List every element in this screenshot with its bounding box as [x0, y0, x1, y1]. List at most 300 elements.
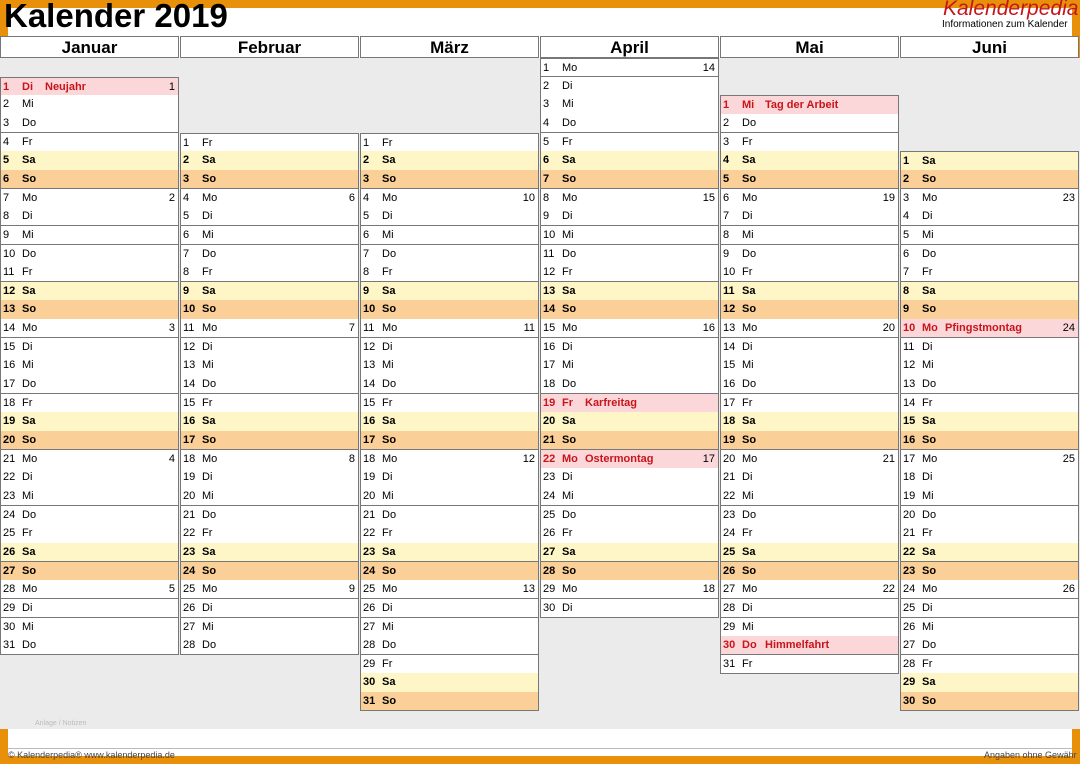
- day-row[interactable]: [360, 618, 539, 637]
- day-row[interactable]: [0, 95, 179, 114]
- day-row[interactable]: [900, 245, 1079, 264]
- day-row[interactable]: [180, 300, 359, 319]
- day-number: 25: [363, 583, 376, 596]
- weekday-label: Mi: [742, 359, 754, 372]
- day-row[interactable]: [360, 450, 539, 469]
- week-number: 19: [882, 191, 895, 204]
- week-number: 3: [168, 322, 175, 335]
- day-row[interactable]: [360, 412, 539, 431]
- day-row[interactable]: [720, 245, 899, 264]
- day-row[interactable]: [540, 282, 719, 301]
- day-number: 19: [903, 489, 916, 502]
- day-row[interactable]: [360, 319, 539, 338]
- day-row[interactable]: [900, 636, 1079, 655]
- day-row[interactable]: [180, 170, 359, 189]
- week-number: 12: [522, 452, 535, 465]
- day-row[interactable]: [540, 356, 719, 375]
- day-row[interactable]: [720, 151, 899, 170]
- day-row[interactable]: [0, 431, 179, 450]
- day-number: 3: [363, 172, 370, 185]
- weekday-label: So: [382, 434, 397, 446]
- day-number: 7: [723, 210, 730, 223]
- day-row[interactable]: [540, 95, 719, 114]
- day-row[interactable]: [900, 412, 1079, 431]
- day-row[interactable]: [180, 524, 359, 543]
- day-row[interactable]: [360, 375, 539, 394]
- day-row[interactable]: [0, 77, 179, 96]
- day-number: 19: [723, 434, 736, 446]
- day-row[interactable]: [720, 226, 899, 245]
- day-row[interactable]: [540, 431, 719, 450]
- day-row[interactable]: [360, 394, 539, 413]
- day-number: 22: [363, 527, 376, 540]
- day-row[interactable]: [180, 487, 359, 506]
- day-row[interactable]: [360, 599, 539, 618]
- day-number: 15: [363, 396, 376, 409]
- weekday-label: Sa: [742, 545, 756, 558]
- day-row[interactable]: [900, 282, 1079, 301]
- day-row[interactable]: [900, 151, 1079, 170]
- week-number: 25: [1062, 452, 1075, 465]
- day-number: 26: [183, 601, 196, 614]
- day-row[interactable]: [180, 263, 359, 282]
- day-number: 22: [903, 545, 916, 558]
- day-number: 15: [723, 359, 736, 372]
- day-row[interactable]: [540, 412, 719, 431]
- day-number: 11: [183, 322, 195, 335]
- day-row[interactable]: [540, 562, 719, 581]
- day-row[interactable]: [360, 636, 539, 655]
- day-row[interactable]: [0, 618, 179, 637]
- day-row[interactable]: [180, 562, 359, 581]
- day-row[interactable]: [900, 692, 1079, 711]
- day-row[interactable]: [540, 599, 719, 618]
- weekday-label: So: [382, 172, 397, 185]
- day-row[interactable]: [900, 599, 1079, 618]
- weekday-label: Mo: [922, 452, 938, 465]
- day-row[interactable]: [180, 618, 359, 637]
- day-number: 3: [723, 135, 730, 148]
- weekday-label: Do: [22, 378, 37, 391]
- day-row[interactable]: [360, 431, 539, 450]
- day-row[interactable]: [0, 636, 179, 655]
- day-row[interactable]: [540, 450, 719, 469]
- day-row[interactable]: [360, 655, 539, 674]
- day-row[interactable]: [180, 151, 359, 170]
- weekday-label: Fr: [742, 135, 753, 148]
- day-row[interactable]: [360, 468, 539, 487]
- day-number: 30: [543, 601, 556, 614]
- week-number: 8: [348, 452, 355, 465]
- day-row[interactable]: [0, 207, 179, 226]
- day-row[interactable]: [720, 431, 899, 450]
- day-row[interactable]: [720, 356, 899, 375]
- day-row[interactable]: [720, 282, 899, 301]
- day-row[interactable]: [540, 77, 719, 96]
- weekday-label: Mo: [382, 191, 398, 204]
- day-row[interactable]: [720, 133, 899, 152]
- day-row[interactable]: [720, 394, 899, 413]
- week-number: 22: [882, 583, 895, 596]
- day-number: 29: [723, 620, 736, 633]
- day-row[interactable]: [900, 226, 1079, 245]
- week-number: 24: [1062, 322, 1075, 335]
- day-row[interactable]: [360, 170, 539, 189]
- day-row[interactable]: [900, 562, 1079, 581]
- day-row[interactable]: [720, 562, 899, 581]
- day-row[interactable]: [0, 263, 179, 282]
- day-row[interactable]: [180, 356, 359, 375]
- week-number: 20: [882, 322, 895, 335]
- weekday-label: Di: [742, 210, 753, 223]
- day-row[interactable]: [540, 170, 719, 189]
- day-row[interactable]: [900, 655, 1079, 674]
- day-row[interactable]: [900, 207, 1079, 226]
- day-row[interactable]: [0, 338, 179, 357]
- day-row[interactable]: [0, 356, 179, 375]
- day-row[interactable]: [180, 412, 359, 431]
- day-row[interactable]: [0, 151, 179, 170]
- day-row[interactable]: [360, 487, 539, 506]
- day-row[interactable]: [0, 412, 179, 431]
- weekday-label: Di: [202, 601, 213, 614]
- day-row[interactable]: [900, 263, 1079, 282]
- day-row[interactable]: [720, 300, 899, 319]
- day-row[interactable]: [720, 375, 899, 394]
- day-row[interactable]: [540, 506, 719, 525]
- weekday-label: Mi: [562, 359, 574, 372]
- day-row[interactable]: [720, 655, 899, 674]
- weekday-label: Mi: [22, 98, 34, 111]
- brand-logo: Kalenderpedia: [943, 0, 1079, 20]
- day-row[interactable]: [540, 245, 719, 264]
- weekday-label: Di: [202, 210, 213, 223]
- day-number: 15: [3, 340, 16, 353]
- day-row[interactable]: [540, 207, 719, 226]
- day-number: 6: [543, 154, 550, 167]
- day-row[interactable]: [540, 338, 719, 357]
- day-row[interactable]: [900, 543, 1079, 562]
- weekday-label: Do: [202, 247, 217, 260]
- day-row[interactable]: [720, 450, 899, 469]
- day-row[interactable]: [900, 300, 1079, 319]
- day-row[interactable]: [900, 506, 1079, 525]
- weekday-label: Fr: [922, 527, 933, 540]
- day-row[interactable]: [180, 450, 359, 469]
- day-row[interactable]: [180, 226, 359, 245]
- day-row[interactable]: [900, 431, 1079, 450]
- day-row[interactable]: [0, 524, 179, 543]
- day-number: 23: [723, 508, 736, 521]
- day-row[interactable]: [0, 543, 179, 562]
- day-row[interactable]: [180, 245, 359, 264]
- day-row[interactable]: [180, 319, 359, 338]
- weekday-label: Mi: [22, 620, 34, 633]
- day-row[interactable]: [0, 170, 179, 189]
- day-row[interactable]: [720, 170, 899, 189]
- day-row[interactable]: [360, 300, 539, 319]
- day-number: 6: [723, 191, 730, 204]
- day-row[interactable]: [180, 468, 359, 487]
- day-row[interactable]: [0, 300, 179, 319]
- day-row[interactable]: [180, 431, 359, 450]
- day-row[interactable]: [360, 207, 539, 226]
- day-row[interactable]: [0, 394, 179, 413]
- day-row[interactable]: [0, 506, 179, 525]
- day-row[interactable]: [0, 468, 179, 487]
- day-number: 1: [363, 136, 370, 149]
- day-row[interactable]: [0, 599, 179, 618]
- day-row[interactable]: [540, 263, 719, 282]
- weekday-label: Di: [22, 471, 33, 484]
- day-row[interactable]: [360, 580, 539, 599]
- week-number: 10: [522, 191, 535, 204]
- day-row[interactable]: [720, 599, 899, 618]
- weekday-label: Sa: [22, 284, 36, 297]
- day-row[interactable]: [900, 580, 1079, 599]
- day-number: 25: [183, 583, 196, 596]
- day-row[interactable]: [360, 356, 539, 375]
- day-row[interactable]: [0, 487, 179, 506]
- day-row[interactable]: [540, 300, 719, 319]
- day-row[interactable]: [900, 450, 1079, 469]
- day-row[interactable]: [720, 189, 899, 208]
- day-row[interactable]: [540, 226, 719, 245]
- week-number: 18: [702, 583, 715, 596]
- day-row[interactable]: [900, 618, 1079, 637]
- weekday-label: Mi: [382, 620, 394, 633]
- day-row[interactable]: [360, 263, 539, 282]
- day-number: 13: [3, 303, 16, 316]
- month-header: April: [540, 36, 719, 58]
- weekday-label: So: [742, 303, 757, 316]
- day-row[interactable]: [540, 375, 719, 394]
- day-row[interactable]: [180, 375, 359, 394]
- weekday-label: Mo: [22, 191, 38, 204]
- day-row[interactable]: [360, 338, 539, 357]
- day-row[interactable]: [720, 468, 899, 487]
- day-number: 29: [903, 676, 916, 689]
- weekday-label: Fr: [742, 396, 753, 409]
- day-row[interactable]: [720, 636, 899, 655]
- day-row[interactable]: [0, 226, 179, 245]
- day-row[interactable]: [0, 319, 179, 338]
- day-number: 9: [363, 284, 370, 297]
- day-row[interactable]: [540, 524, 719, 543]
- day-number: 7: [183, 247, 190, 260]
- day-row[interactable]: [720, 263, 899, 282]
- day-number: 31: [3, 639, 16, 652]
- day-row[interactable]: [180, 543, 359, 562]
- day-row[interactable]: [180, 189, 359, 208]
- day-row[interactable]: [720, 207, 899, 226]
- day-number: 20: [183, 489, 196, 502]
- weekday-label: Mi: [22, 489, 34, 502]
- day-row[interactable]: [900, 673, 1079, 692]
- day-row[interactable]: [360, 245, 539, 264]
- weekday-label: Sa: [202, 284, 216, 297]
- day-row[interactable]: [540, 151, 719, 170]
- day-row[interactable]: [540, 468, 719, 487]
- day-number: 13: [543, 284, 556, 297]
- day-row[interactable]: [540, 319, 719, 338]
- weekday-label: Do: [382, 378, 397, 391]
- weekday-label: Do: [742, 116, 757, 129]
- weekday-label: Fr: [742, 527, 753, 540]
- day-row[interactable]: [360, 524, 539, 543]
- month-column: [720, 58, 900, 729]
- calendar-sheet: [3, 0, 1079, 760]
- weekday-label: So: [202, 172, 217, 185]
- weekday-label: Fr: [562, 266, 573, 279]
- day-row[interactable]: [360, 151, 539, 170]
- weekday-label: Mi: [742, 228, 754, 241]
- weekday-label: Sa: [382, 545, 396, 558]
- day-row[interactable]: [180, 133, 359, 152]
- day-number: 31: [363, 695, 376, 708]
- day-row[interactable]: [0, 133, 179, 152]
- weekday-label: So: [922, 303, 937, 316]
- weekday-label: Fr: [562, 527, 573, 540]
- weekday-label: Sa: [742, 154, 756, 167]
- day-number: 21: [3, 452, 16, 465]
- day-number: 22: [723, 489, 736, 502]
- weekday-label: Mi: [382, 228, 394, 241]
- day-row[interactable]: [540, 580, 719, 599]
- day-row[interactable]: [360, 543, 539, 562]
- weekday-label: Do: [382, 247, 397, 260]
- day-row[interactable]: [0, 580, 179, 599]
- day-row[interactable]: [180, 636, 359, 655]
- day-number: 10: [543, 228, 556, 241]
- weekday-label: Do: [562, 508, 577, 521]
- day-number: 6: [3, 172, 10, 185]
- weekday-label: Sa: [742, 284, 756, 297]
- weekday-label: Di: [22, 601, 33, 614]
- day-number: 29: [543, 583, 556, 596]
- weekday-label: Mi: [202, 489, 214, 502]
- holiday-label: Pfingstmontag: [945, 322, 1022, 335]
- day-number: 27: [183, 620, 196, 633]
- day-row[interactable]: [720, 487, 899, 506]
- day-row[interactable]: [360, 226, 539, 245]
- day-row[interactable]: [900, 356, 1079, 375]
- weekday-label: Mi: [742, 489, 754, 502]
- day-row[interactable]: [0, 375, 179, 394]
- day-row[interactable]: [360, 673, 539, 692]
- day-row[interactable]: [720, 618, 899, 637]
- day-number: 10: [183, 303, 196, 316]
- day-number: 24: [363, 564, 376, 577]
- day-number: 1: [543, 62, 550, 74]
- day-row[interactable]: [540, 58, 719, 77]
- day-row[interactable]: [0, 282, 179, 301]
- day-number: 1: [723, 99, 730, 112]
- day-row[interactable]: [720, 543, 899, 562]
- day-row[interactable]: [900, 170, 1079, 189]
- day-row[interactable]: [0, 189, 179, 208]
- week-number: 11: [523, 322, 535, 335]
- weekday-label: Do: [22, 116, 37, 129]
- day-row[interactable]: [900, 338, 1079, 357]
- day-row[interactable]: [540, 487, 719, 506]
- day-number: 2: [723, 116, 730, 129]
- weekday-label: Do: [742, 247, 757, 260]
- day-number: 7: [543, 172, 550, 185]
- week-number: 1: [168, 80, 175, 93]
- day-row[interactable]: [360, 506, 539, 525]
- day-number: 4: [3, 135, 10, 148]
- day-row[interactable]: [180, 338, 359, 357]
- day-row[interactable]: [900, 487, 1079, 506]
- day-row[interactable]: [900, 394, 1079, 413]
- day-row[interactable]: [720, 338, 899, 357]
- weekday-label: Do: [922, 508, 937, 521]
- day-number: 27: [363, 620, 376, 633]
- day-row[interactable]: [540, 189, 719, 208]
- day-row[interactable]: [540, 543, 719, 562]
- day-row[interactable]: [180, 207, 359, 226]
- weekday-label: Mo: [742, 452, 758, 465]
- weekday-label: Mi: [382, 359, 394, 372]
- week-number: 9: [348, 583, 355, 596]
- day-row[interactable]: [720, 580, 899, 599]
- day-row[interactable]: [540, 133, 719, 152]
- day-row[interactable]: [900, 189, 1079, 208]
- day-row[interactable]: [180, 394, 359, 413]
- day-row[interactable]: [720, 114, 899, 133]
- day-number: 20: [3, 434, 16, 446]
- day-row[interactable]: [0, 114, 179, 133]
- day-row[interactable]: [720, 319, 899, 338]
- day-row[interactable]: [720, 95, 899, 114]
- day-row[interactable]: [900, 468, 1079, 487]
- day-row[interactable]: [720, 524, 899, 543]
- weekday-label: Di: [922, 601, 933, 614]
- day-row[interactable]: [900, 524, 1079, 543]
- day-row[interactable]: [0, 562, 179, 581]
- day-number: 14: [543, 303, 556, 316]
- day-row[interactable]: [540, 114, 719, 133]
- weekday-label: Sa: [382, 284, 396, 297]
- day-number: 16: [723, 378, 736, 391]
- day-row[interactable]: [360, 189, 539, 208]
- day-row[interactable]: [0, 245, 179, 264]
- day-row[interactable]: [360, 133, 539, 152]
- day-row[interactable]: [540, 394, 719, 413]
- day-row[interactable]: [0, 450, 179, 469]
- day-row[interactable]: [360, 692, 539, 711]
- day-row[interactable]: [180, 282, 359, 301]
- weekday-label: Sa: [922, 676, 936, 689]
- day-row[interactable]: [360, 282, 539, 301]
- day-row[interactable]: [900, 375, 1079, 394]
- day-row[interactable]: [180, 506, 359, 525]
- day-row[interactable]: [180, 599, 359, 618]
- day-row[interactable]: [720, 412, 899, 431]
- day-row[interactable]: [180, 580, 359, 599]
- day-number: 19: [543, 396, 556, 409]
- day-number: 5: [543, 135, 550, 148]
- day-number: 8: [363, 266, 370, 279]
- day-row[interactable]: [900, 319, 1079, 338]
- day-number: 20: [723, 452, 736, 465]
- day-number: 21: [723, 471, 736, 484]
- notes-label: Anlage / Notizen: [35, 720, 87, 727]
- weekday-label: Mi: [562, 489, 574, 502]
- day-row[interactable]: [720, 506, 899, 525]
- day-row[interactable]: [360, 562, 539, 581]
